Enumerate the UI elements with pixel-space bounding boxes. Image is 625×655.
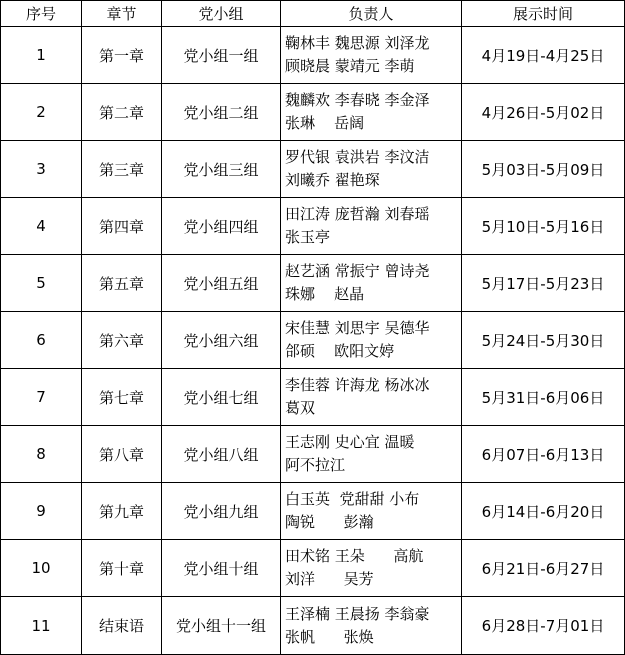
- group-cell: 党小组十组: [162, 540, 281, 597]
- members-cell: [281, 141, 462, 198]
- group-cell: 党小组五组: [162, 255, 281, 312]
- chapter-cell: 第四章: [82, 198, 162, 255]
- members-cell: [281, 84, 462, 141]
- members-line: 罗代银 袁洪岩 李汶洁: [285, 148, 430, 166]
- members-line: 张玉亭: [285, 228, 331, 246]
- members-line: 魏麟欢 李春晓 李金泽: [285, 91, 430, 109]
- group-cell: 党小组七组: [162, 369, 281, 426]
- chapter-cell: 第六章: [82, 312, 162, 369]
- members-line: 珠娜 赵晶: [285, 285, 365, 303]
- group-cell: 党小组一组: [162, 27, 281, 84]
- members-line: 刘曦乔 翟艳琛: [285, 171, 380, 189]
- members-line: 田江涛 庞哲瀚 刘春瑶: [285, 205, 430, 223]
- chapter-cell: 第五章: [82, 255, 162, 312]
- members-line: 宋佳慧 刘思宇 吴德华: [285, 319, 430, 337]
- group-cell: 党小组四组: [162, 198, 281, 255]
- header-period: 展示时间: [462, 1, 625, 27]
- header-members: 负责人: [281, 1, 462, 27]
- index-cell: 4: [1, 198, 82, 255]
- table-row: [1, 597, 625, 655]
- table-row: [1, 198, 625, 255]
- members-line: 阿不拉江: [285, 456, 346, 474]
- members-line: 张帆 张焕: [285, 627, 374, 646]
- period-cell: 6月07日-6月13日: [462, 426, 625, 483]
- members-line: 张琳 岳阔: [285, 114, 365, 132]
- table-row: [1, 540, 625, 597]
- members-cell: [281, 27, 462, 84]
- group-cell: 党小组十一组: [162, 597, 281, 655]
- table-row: [1, 141, 625, 198]
- period-cell: 5月03日-5月09日: [462, 141, 625, 198]
- group-cell: 党小组三组: [162, 141, 281, 198]
- members-line: 葛双: [285, 399, 316, 417]
- members-cell: [281, 369, 462, 426]
- index-cell: 11: [1, 597, 82, 655]
- index-cell: 1: [1, 27, 82, 84]
- members-line: 田术铭 王朵 高航: [285, 547, 424, 565]
- group-cell: 党小组六组: [162, 312, 281, 369]
- chapter-cell: 第三章: [82, 141, 162, 198]
- chapter-cell: 第七章: [82, 369, 162, 426]
- members-cell: [281, 483, 462, 540]
- members-cell: [281, 312, 462, 369]
- index-cell: 6: [1, 312, 82, 369]
- period-cell: 6月28日-7月01日: [462, 597, 625, 655]
- period-cell: 5月17日-5月23日: [462, 255, 625, 312]
- period-cell: 4月19日-4月25日: [462, 27, 625, 84]
- index-cell: 5: [1, 255, 82, 312]
- period-cell: 5月24日-5月30日: [462, 312, 625, 369]
- table-row: [1, 255, 625, 312]
- table-row: [1, 369, 625, 426]
- chapter-cell: 第十章: [82, 540, 162, 597]
- members-cell: [281, 255, 462, 312]
- group-cell: 党小组九组: [162, 483, 281, 540]
- index-cell: 2: [1, 84, 82, 141]
- chapter-cell: 第二章: [82, 84, 162, 141]
- members-line: 郃硕 欧阳文婷: [285, 342, 395, 360]
- index-cell: 7: [1, 369, 82, 426]
- members-line: 鞠林丰 魏思源 刘泽龙: [285, 34, 430, 52]
- header-chapter: 章节: [82, 1, 162, 27]
- table-row: [1, 483, 625, 540]
- chapter-cell: 第八章: [82, 426, 162, 483]
- members-line: 赵艺涵 常振宁 曾诗尧: [285, 262, 430, 280]
- header-row: [1, 1, 625, 27]
- members-cell: [281, 597, 462, 655]
- period-cell: 4月26日-5月02日: [462, 84, 625, 141]
- members-cell: [281, 540, 462, 597]
- table-row: [1, 27, 625, 84]
- period-cell: 5月31日-6月06日: [462, 369, 625, 426]
- members-line: 王志刚 史心宜 温暖: [285, 433, 415, 451]
- header-group: 党小组: [162, 1, 281, 27]
- index-cell: 10: [1, 540, 82, 597]
- period-cell: 6月14日-6月20日: [462, 483, 625, 540]
- group-cell: 党小组二组: [162, 84, 281, 141]
- index-cell: 8: [1, 426, 82, 483]
- chapter-cell: 第九章: [82, 483, 162, 540]
- period-cell: 5月10日-5月16日: [462, 198, 625, 255]
- table-row: [1, 426, 625, 483]
- members-cell: [281, 198, 462, 255]
- group-cell: 党小组八组: [162, 426, 281, 483]
- index-cell: 9: [1, 483, 82, 540]
- header-index: 序号: [1, 1, 82, 27]
- chapter-cell: 结束语: [82, 597, 162, 655]
- members-line: 陶锐 彭瀚: [285, 513, 374, 531]
- table-row: [1, 84, 625, 141]
- chapter-cell: 第一章: [82, 27, 162, 84]
- members-line: 白玉英 党甜甜 小布: [285, 490, 420, 508]
- members-line: 顾晓晨 蒙靖元 李萌: [285, 57, 415, 75]
- period-cell: 6月21日-6月27日: [462, 540, 625, 597]
- members-cell: [281, 426, 462, 483]
- index-cell: 3: [1, 141, 82, 198]
- members-line: 王泽楠 王晨扬 李翁豪: [285, 604, 430, 623]
- members-line: 李佳蓉 许海龙 杨冰冰: [285, 376, 430, 394]
- table-row: [1, 312, 625, 369]
- members-line: 刘洋 吴芳: [285, 570, 374, 588]
